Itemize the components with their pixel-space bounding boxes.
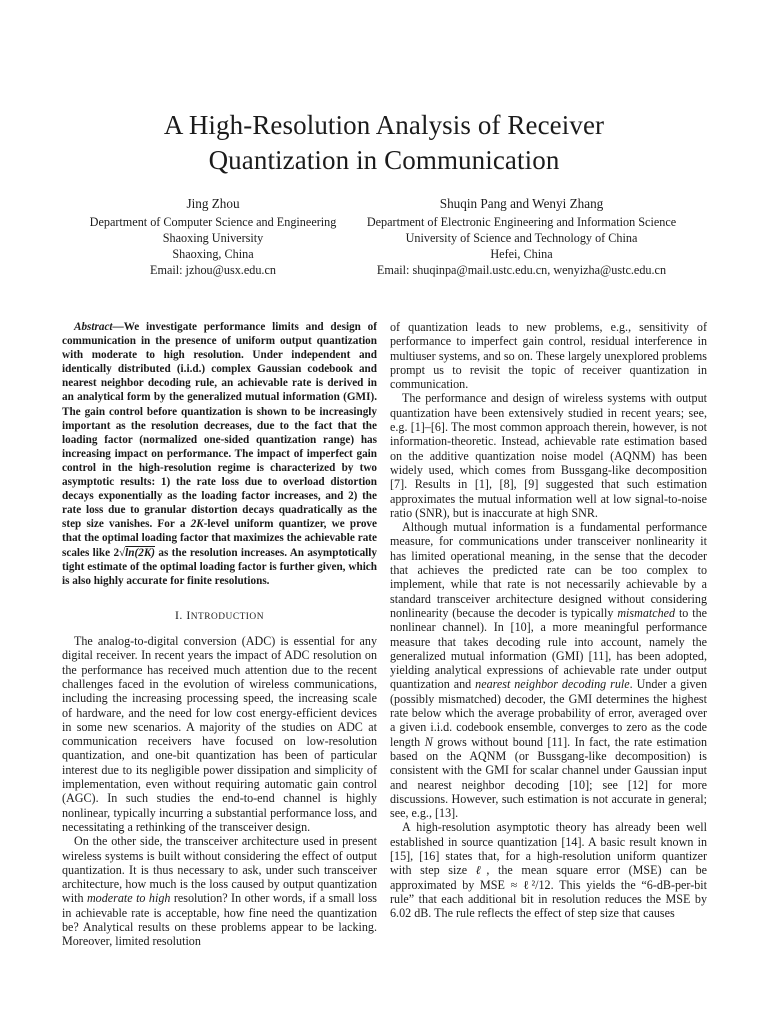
title-line-2: Quantization in Communication [208, 145, 560, 175]
section-heading-introduction [62, 608, 377, 624]
text-run: On the other side, the transceiver architecture used in present wireless systems is built without considering the effect of output quantization. It is thus necessary to ask, under such transceiver architecture, how much is the loss caused by output quantization with [62, 834, 377, 906]
author-affiliation: Department of Computer Science and Engineering [89, 215, 337, 229]
text-run: grows without bound [11]. In fact, the rate estimation based on the AQNM (or Bussgang-like decomposition) is consistent with the GMI for scalar channel under Gaussian input and nearest neighbor decoding [10]; see [12] for more discussions. However, such estimation is not accurate in general; see, e.g., [13]. [390, 734, 707, 821]
section-title-rest: NTRODUCTION [190, 611, 264, 622]
intro-paragraph-3: The performance and design of wireless systems with output quantization have been extensively studied in recent years; see, e.g. [1]–[6]. The most common approach therein, however, is not information-theoretic. Instead, achievable rate estimation based on the additive quantization noise model (AQNM) has been widely used, which comes from Bussgang-like decomposition [7]. Results in [1], [8], [9] suggested that such estimation approximates the mutual information well at low signal-to-noise ratio (SNR), but is inaccurate at high SNR. [390, 391, 707, 520]
abstract-text-1: We investigate performance limits and design of communication in the presence of uniform output quantization with moderate to high resolution. Under independent and identically distributed (i.i.d.) complex Gaussian codebook and nearest neighbor decoding rule, an achievable rate is derived in an analytical form by the generalized mutual information (GMI). The gain control before quantization is shown to be increasingly important as the resolution decreases, due to the fact that the loading factor (normalized one-sided quantization range) has increasing impact on performance. The impact of imperfect gain control in the high-resolution regime is characterized by two asymptotic results: 1) the rate loss due to overload distortion decays exponentially as the loading factor increases, and 2) the rate loss due to granular distortion decays quadratically as the step size vanishes. For a [62, 321, 377, 531]
math-scaling-root: ln(2K) [125, 546, 156, 559]
intro-paragraph-5 [390, 820, 707, 920]
section-title-initial: I [186, 607, 191, 622]
title-line-1: A High-Resolution Analysis of Receiver [163, 110, 605, 140]
author-email: Email: jzhou@usx.edu.cn [150, 263, 276, 277]
math-2k: 2K [190, 518, 204, 531]
right-column [390, 320, 707, 920]
text-run: . Under a given (possibly mismatched) decoder, the GMI determines the highest rate below which the average probability of error, averaged over a given i.i.d. codebook ensemble, converges to zero as the code length [390, 677, 707, 749]
intro-paragraph-continued: of quantization leads to new problems, e.g., sensitivity of performance to imperfect gain control, residual interference in multiuser systems, and so on. These largely unexplored problems prompt us to revisit the topic of receiver quantization in communication. [390, 320, 707, 392]
abstract [62, 320, 377, 588]
section-numeral: I. [175, 607, 187, 622]
author-affiliation: Department of Electronic Engineering and Information Science [366, 215, 677, 229]
abstract-label: Abstract [74, 321, 113, 333]
author-name: Jing Zhou [186, 196, 240, 211]
author-name: Shuqin Pang and Wenyi Zhang [439, 196, 604, 211]
paper-title [0, 108, 768, 178]
text-run: Although mutual information is a fundamental performance measure, for communications under transceiver nonlinearity it has limited operational meaning, in the sense that the decoder that achieves the predicted rate can be too complex to implement, while that rate is not necessarily achievable by a standard transceiver architecture designed without considering nonlinearity (because the decoder is typically [390, 520, 707, 620]
author-institution: University of Science and Technology of China [405, 231, 638, 245]
emphasis-text: mismatched [617, 605, 676, 620]
abstract-text-2: -level uniform quantizer, we prove that the optimal loading factor that maximizes the achievable rate scales like [62, 518, 377, 559]
abstract-text-3: as the resolution increases. An asymptotically tight estimate of the optimal loading factor is further given, which is also highly accurate for finite resolutions. [62, 546, 377, 587]
math-n: N [424, 734, 433, 749]
author-location: Shaoxing, China [172, 247, 254, 261]
emphasis-text: moderate to high [86, 891, 171, 906]
author-block-1 [70, 196, 356, 278]
author-institution: Shaoxing University [162, 231, 264, 245]
intro-paragraph-2 [62, 834, 377, 948]
text-run: , the mean square error (MSE) can be approximated by [390, 863, 707, 892]
left-column [62, 320, 377, 949]
author-email: Email: shuqinpa@mail.ustc.edu.cn, wenyizha@ustc.edu.cn [376, 263, 667, 277]
author-block-2 [355, 196, 688, 278]
text-run: to the nonlinear channel). In [10], a more meaningful performance measure that takes decoding rule into account, namely the generalized mutual information (GMI) [11], has been adopted, yielding analytical expressions of achievable rate under output quantization and [390, 605, 707, 692]
abstract-dash: — [112, 321, 124, 333]
text-run: dB. The rule reflects the effect of step size that causes [411, 906, 675, 921]
math-step-size: ℓ [475, 863, 487, 878]
math-scaling: 2√ln(2K) [113, 546, 156, 559]
math-mse-approx: MSE ≈ ℓ²/12 [480, 877, 551, 892]
intro-paragraph-4 [390, 520, 707, 820]
math-scaling-coef: 2 [113, 546, 120, 559]
text-run: resolution? In other words, if a small loss in achievable rate is acceptable, how fine need the quantization be? Analytical results on these problems appear to be lacking. Moreover, limited resolution [62, 891, 377, 949]
math-6-02: 6.02 [390, 906, 412, 921]
text-run: . This yields the “6-dB-per-bit rule” that each additional bit in resolution reduces the MSE by [390, 877, 707, 906]
intro-paragraph-1: The analog-to-digital conversion (ADC) is essential for any digital receiver. In recent years the impact of ADC resolution on the performance has received much attention due to the recent challenges faced in the evolution of wireless communications, including the increasing processing speed, the increasing scale of hardware, and the need for low cost energy-efficient devices in some new scenarios. A majority of the studies on ADC at communication receivers have focused on low-resolution quantization, and one-bit quantization has been of particular interest due to its negligible power dissipation and simplicity of implementation, even without requiring automatic gain control (AGC). In such studies the end-to-end channel is highly nonlinear, typically incurring a substantial performance loss, and necessitating a rethinking of the transceiver design. [62, 634, 377, 834]
emphasis-text: nearest neighbor decoding rule [475, 677, 630, 692]
author-location: Hefei, China [490, 247, 553, 261]
text-run: A high-resolution asymptotic theory has already been well established in source quantization [14]. A basic result known in [15], [16] states that, for a high-resolution uniform quantizer with step size [390, 820, 707, 878]
